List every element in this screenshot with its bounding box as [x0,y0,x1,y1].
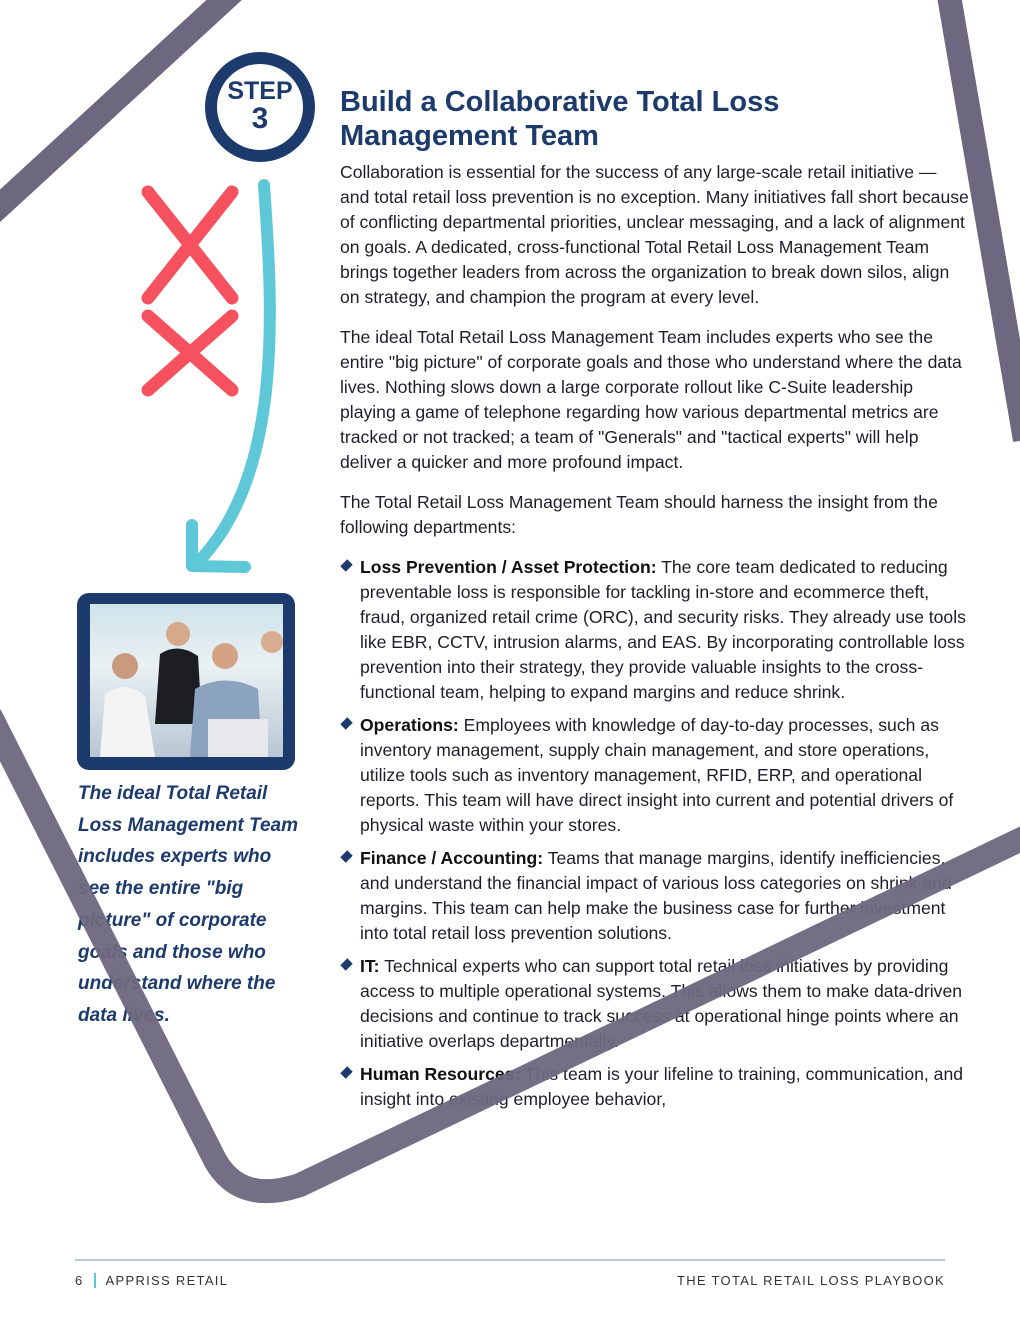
list-item [340,1062,970,1112]
page-title: Build a Collaborative Total Loss Management Team [340,86,780,152]
paragraph: The ideal Total Retail Loss Management Team includes experts who see the entire "big picture" of corporate goals and those who understand where the data lives. Nothing slows down a large corporate rollout like C-Suite leadership playing a game of telephone regarding how various departmental metrics are tracked or not tracked; a team of "Generals" and "tactical experts" will help deliver a quicker and more profound impact. [340,327,962,472]
footer-separator [94,1273,96,1288]
footer-brand: APPRISS RETAIL [105,1273,229,1288]
step-number: 3 [251,102,269,135]
department-name: Operations: [360,715,459,735]
department-name: Loss Prevention / Asset Protection: [360,557,657,577]
page-number: 6 [75,1273,84,1288]
department-text: The core team dedicated to reducing preventable loss is responsible for tackling in-store and ecommerce theft, fraud, organized retail crime (ORC), and security risks. They already use tools like EBR, CCTV, intrusion alarms, and EAS. By incorporating controllable loss prevention into their strategy, they provide valuable insights to the cross-functional team, helping to expand margins and reduce shrink. [360,557,966,702]
step-label: STEP [227,77,293,105]
paragraph: Collaboration is essential for the success of any large-scale retail initiative — and total retail loss prevention is no exception. Many initiatives fall short because of conflicting departmental priorities, unclear messaging, and a lack of alignment on goals. A dedicated, cross-functional Total Retail Loss Management Team brings together leaders from across the organization to break down silos, align on strategy, and champion the program at every level. [340,162,969,307]
department-name: Finance / Accounting: [360,848,544,868]
photo-caption: The ideal Total Retail Loss Management Team includes experts who see the entire "big picture" of corporate goals and those who understand where the data lives. [78,783,298,1026]
department-list [340,555,970,1112]
department-text: Employees with knowledge of day-to-day processes, such as inventory management, supply chain management, and store operations, utilize tools such as inventory management, RFID, ERP, and operational reports. This team will have direct insight into current and potential drivers of physical waste within your stores. [360,715,954,835]
diamond-bullet-icon [340,1066,352,1078]
main-content [340,160,970,1120]
department-text: Teams that manage margins, identify inefficiencies, and understand the financial impact of various loss categories on shrink and margins. This team can help make the business case for further investment into total retail loss prevention solutions. [360,848,952,943]
diamond-bullet-icon [340,850,352,862]
diamond-bullet-icon [340,958,352,970]
step-badge [205,52,315,162]
team-photo [77,593,295,770]
footer-divider [75,1259,945,1261]
diamond-bullet-icon [340,717,352,729]
department-text: Technical experts who can support total retail loss initiatives by providing access to multiple operational systems. This allows them to make data-driven decisions and continue to track success at operational hinge points where an initiative overlaps departmentally. [360,956,963,1051]
department-text: This team is your lifeline to training, communication, and insight into existing employee behavior, [360,1064,964,1109]
paragraph: The Total Retail Loss Management Team should harness the insight from the following departments: [340,492,938,537]
footer-left [75,1273,228,1288]
cross-icon [148,316,232,390]
list-item [340,954,970,1054]
department-name: IT: [360,956,380,976]
diamond-bullet-icon [340,559,352,571]
team-photo-image [90,604,283,757]
cross-icon [148,192,232,298]
list-item [340,846,970,946]
department-name: Human Resources: [360,1064,521,1084]
list-item [340,713,970,838]
curved-arrow-icon [192,185,270,567]
list-item [340,555,970,705]
footer-publication: THE TOTAL RETAIL LOSS PLAYBOOK [676,1273,945,1288]
